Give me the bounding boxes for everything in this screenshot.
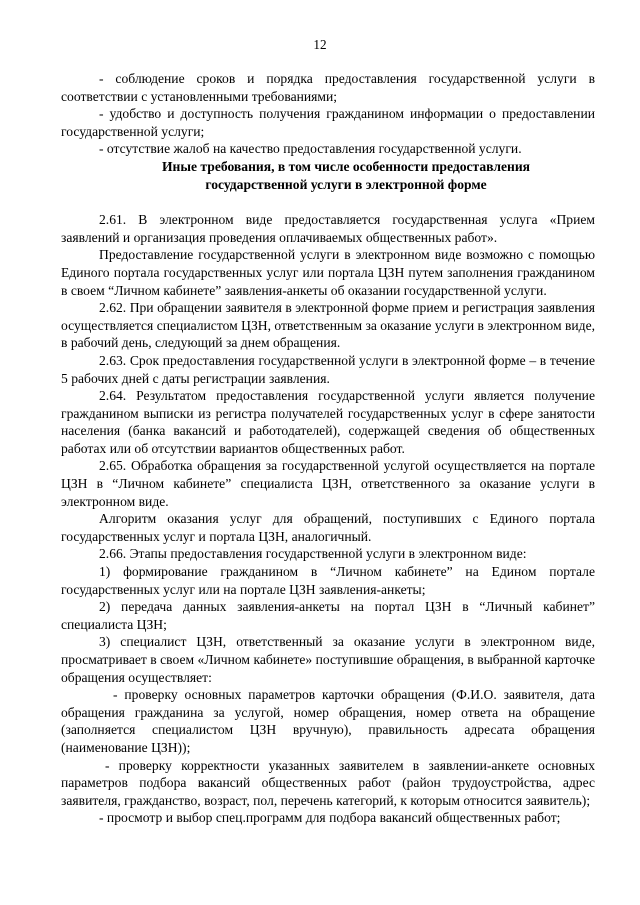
sub-item: - просмотр и выбор спец.программ для подбора вакансий общественных работ; [99, 810, 561, 826]
section-heading-line-1: Иные требования, в том числе особенности предоставления [161, 158, 531, 174]
list-item: - удобство и доступность получения гражданином информации о предоставлении государственной услуги; [61, 106, 595, 139]
list-item: - отсутствие жалоб на качество предоставления государственной услуги. [99, 141, 522, 157]
sub-item: - проверку корректности указанных заявителем в заявлении-анкете основных параметров подбора вакансий общественных работ (район трудоустройства, адрес заявителя, гражданство, возраст, пол, перечень категорий, к которым относится заявитель); [61, 757, 595, 808]
section-heading-line-2: государственной услуги в электронной форме [205, 176, 487, 192]
paragraph: Алгоритм оказания услуг для обращений, поступивших с Единого портала государственных услуг и портала ЦЗН, аналогичный. [61, 511, 595, 544]
paragraph-2-61: 2.61. В электронном виде предоставляется государственная услуга «Прием заявлений и организация проведения оплачиваемых общественных работ». [61, 212, 595, 245]
spacer [61, 193, 595, 211]
sub-item: - проверку основных параметров карточки обращения (Ф.И.О. заявителя, дата обращения гражданина за услугой, номер обращения, номер ответа на обращение (заполняется специалистом ЦЗН вручную), правильность адресата обращения (наименование ЦЗН)); [61, 687, 595, 755]
numbered-item-2: 2) передача данных заявления-анкеты на портал ЦЗН в “Личный кабинет” специалиста ЦЗН; [61, 599, 595, 632]
paragraph-2-64: 2.64. Результатом предоставления государственной услуги является получение гражданином выписки из регистра получателей государственных услуг в сфере занятости населения (банка вакансий и работодателей), содержащей сведения об общественных работах или об отсутствии вариантов общественных работ. [61, 388, 595, 456]
numbered-item-3: 3) специалист ЦЗН, ответственный за оказание услуги в электронном виде, просматривает в своем «Личном кабинете» поступившие обращения, в выбранной карточке обращения осуществляет: [61, 634, 595, 685]
paragraph-2-62: 2.62. При обращении заявителя в электронной форме прием и регистрация заявления осуществляется специалистом ЦЗН, ответственным за оказание услуги в электронном виде, в рабочий день, следующий за днем обращения. [61, 300, 595, 351]
list-item: - соблюдение сроков и порядка предоставления государственной услуги в соответствии с установленными требованиями; [61, 71, 595, 104]
paragraph-2-65: 2.65. Обработка обращения за государственной услугой осуществляется на портале ЦЗН в “Личном кабинете” специалиста ЦЗН, ответственного за оказание услуги в электронном виде. [61, 458, 595, 509]
paragraph-2-63: 2.63. Срок предоставления государственной услуги в электронной форме – в течение 5 рабочих дней с даты регистрации заявления. [61, 352, 595, 386]
document-body [61, 70, 595, 827]
paragraph-2-66: 2.66. Этапы предоставления государственной услуги в электронном виде: [99, 546, 527, 562]
paragraph: Предоставление государственной услуги в электронном виде возможно с помощью Единого портала государственных услуг или портала ЦЗН путем заполнения гражданином в своем “Личном кабинете” заявления-анкеты об оказании государственной услуги. [61, 247, 595, 298]
numbered-item-1: 1) формирование гражданином в “Личном кабинете” на Едином портале государственных услуг или на портале ЦЗН заявления-анкеты; [61, 564, 595, 597]
page-number: 12 [313, 37, 327, 52]
